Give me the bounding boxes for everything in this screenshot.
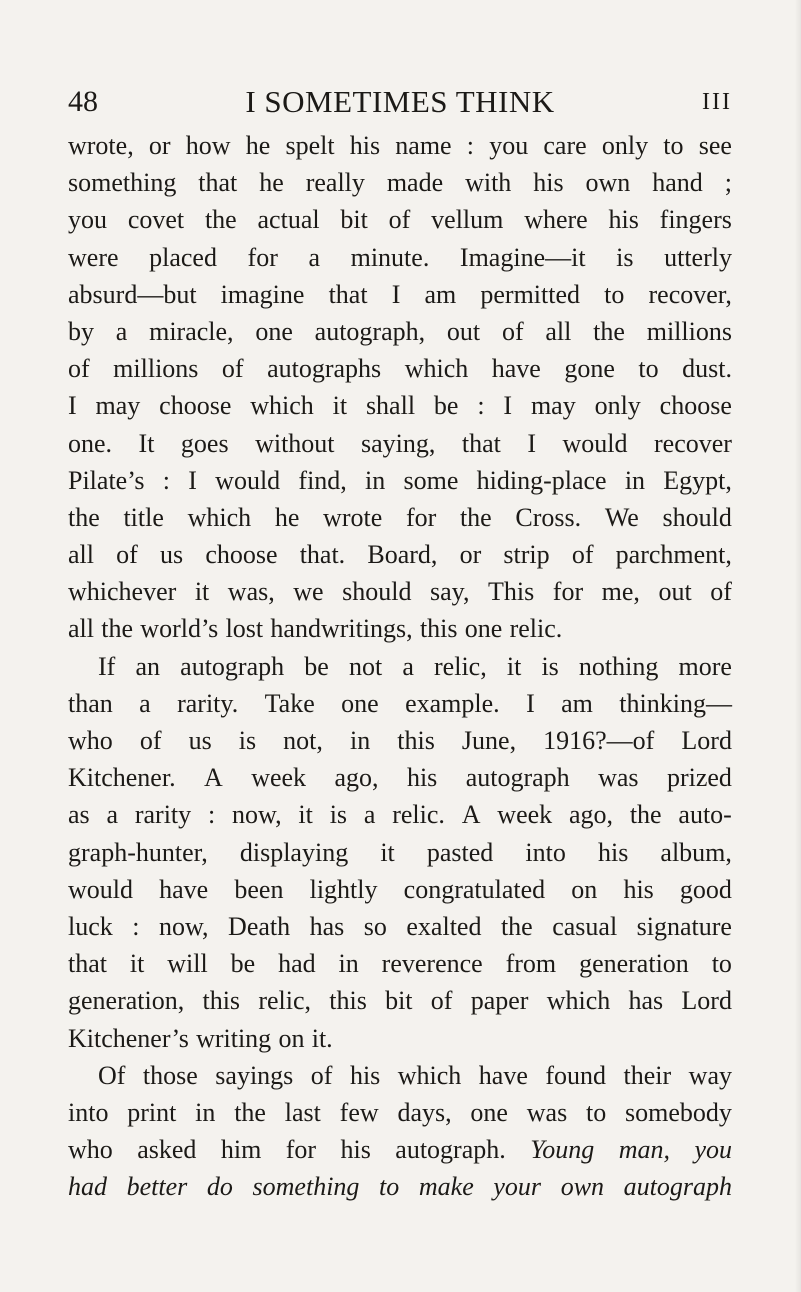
- text-line: whichever it was, we should say, This for me, out of: [68, 577, 732, 607]
- page-header: [68, 80, 732, 124]
- text-line: graph-hunter, displaying it pasted into his album,: [68, 837, 732, 867]
- running-head: I SOMETIMES THINK: [245, 84, 555, 119]
- text-line: generation, this relic, this bit of paper which has Lord: [68, 986, 732, 1016]
- text-line: by a miracle, one autograph, out of all the millions: [68, 316, 732, 346]
- paragraph: [68, 1057, 732, 1206]
- scan-edge-shadow: [795, 0, 801, 1292]
- text-line: Kitchener’s writing on it.: [68, 1023, 333, 1053]
- chapter-number: III: [702, 89, 732, 115]
- text-line: If an autograph be not a relic, it is nothing more: [98, 651, 732, 681]
- text-line: were placed for a minute. Imagine—it is utterly: [68, 242, 732, 272]
- text-line: all of us choose that. Board, or strip of parchment,: [68, 540, 732, 570]
- text-line: the title which he wrote for the Cross. We should: [68, 502, 732, 532]
- text-line: who of us is not, in this June, 1916?—of Lord: [68, 726, 732, 755]
- body-text: [68, 127, 732, 1205]
- text-line: Kitchener. A week ago, his autograph was prized: [68, 763, 732, 793]
- text-line: absurd—but imagine that I am permitted to recover,: [68, 279, 732, 309]
- text-line: Pilate’s : I would find, in some hiding-place in Egypt,: [68, 465, 732, 495]
- text-line: Of those sayings of his which have found their way: [98, 1060, 732, 1090]
- text-line: who asked him for his autograph. Young man, you: [68, 1135, 732, 1165]
- paragraph: [68, 648, 732, 1057]
- text-line: that it will be had in reverence from generation to: [68, 949, 732, 979]
- paragraph: [68, 127, 732, 648]
- page-number: 48: [68, 85, 98, 118]
- text-line: into print in the last few days, one was to somebody: [68, 1097, 732, 1127]
- text-line: had better do something to make your own autograph: [68, 1172, 732, 1202]
- text-line: all the world’s lost handwritings, this one relic.: [68, 614, 563, 644]
- text-line: of millions of autographs which have gone to dust.: [68, 354, 732, 384]
- text-line: as a rarity : now, it is a relic. A week ago, the auto-: [68, 800, 732, 830]
- text-line: something that he really made with his own hand ;: [68, 168, 732, 198]
- text-line: would have been lightly congratulated on his good: [68, 874, 732, 904]
- text-line: one. It goes without saying, that I would recover: [68, 428, 732, 458]
- text-line: wrote, or how he spelt his name : you care only to see: [68, 131, 732, 160]
- text-line: than a rarity. Take one example. I am thinking—: [68, 688, 732, 718]
- text-line: I may choose which it shall be : I may only choose: [68, 391, 732, 421]
- text-line: you covet the actual bit of vellum where his fingers: [68, 205, 732, 235]
- text-line: luck : now, Death has so exalted the casual signature: [68, 911, 732, 941]
